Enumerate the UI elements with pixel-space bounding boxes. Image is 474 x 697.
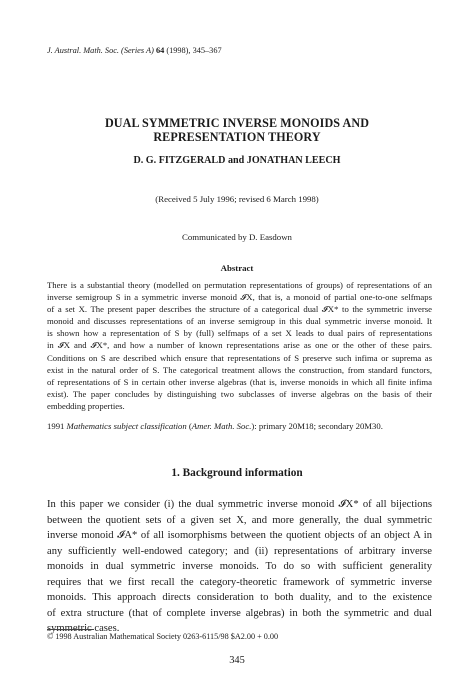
body-line: any sufficiently well-endowed category; and (ii) representations of arbitrary inverse: [47, 545, 432, 557]
running-header: [47, 46, 222, 56]
abstract-line: There is a substantial theory (modelled on permutation representations of groups) of representations of an: [47, 280, 432, 290]
abstract-line: exist in the natural order of S. The categorical treatment allows the construction, from standard functors,: [47, 364, 432, 375]
authors: D. G. FITZGERALD and JONATHAN LEECH: [133, 155, 341, 166]
section-body: [47, 497, 432, 637]
abstract-line: is shown how a representation of S by (full) selfmaps of a set X leads to dual pairs of representations: [47, 328, 432, 339]
copyright-notice: © 1998 Australian Mathematical Society 0263-6115/98 $A2.00 + 0.00: [47, 632, 279, 641]
abstract-line: in 𝓘X and 𝓘X*, and how a number of known representations arise as one or the other of these pairs.: [47, 340, 432, 351]
journal-name: J. Austral. Math. Soc. (Series A): [47, 46, 154, 55]
abstract-line: inverse semigroup S in a symmetric inverse monoid 𝓘X, that is, a monoid of partial one-to-one selfmaps: [47, 292, 432, 303]
body-line: In this paper we consider (i) the dual symmetric inverse monoid 𝓘X* of all bijections: [47, 499, 432, 510]
paper-title: [0, 116, 474, 144]
body-line: inverse monoid 𝓘A* of all isomorphisms between the quotient objects of an object A in: [47, 530, 432, 541]
msc-label: Mathematics subject classification: [66, 421, 187, 431]
journal-year-pages: (1998), 345–367: [166, 46, 222, 55]
msc-codes: primary 20M18; secondary 20M30.: [258, 421, 383, 431]
abstract-body: [47, 279, 432, 412]
section-heading: 1. Background information: [171, 467, 303, 479]
msc-year: 1991: [47, 421, 65, 431]
body-line: of extra structure (that of complete inverse algebras) in both the symmetric and dual: [47, 607, 432, 619]
abstract-line: of representations of S in certain other inverse algebras (that is, inverse monoids in which all finite infima: [47, 376, 432, 387]
abstract-line: monoid and discusses representations of an inverse semigroup in this dual symmetric inverse monoid. It: [47, 316, 432, 327]
communicated-by: Communicated by D. Easdown: [182, 232, 292, 242]
abstract-line: exist). The paper concludes by distinguishing two subclasses of inverse algebras on the basis of their: [47, 388, 432, 399]
body-line: between the quotient sets of a given set X, and more generally, the dual symmetric: [47, 514, 432, 526]
body-line: requires that we first recall the category-theoretic framework of symmetric inverse: [47, 576, 432, 588]
paper-title-line-1: DUAL SYMMETRIC INVERSE MONOIDS AND: [104, 116, 370, 130]
received-dates: (Received 5 July 1996; revised 6 March 1998): [155, 194, 319, 204]
msc-source: Amer. Math. Soc.: [191, 421, 252, 431]
body-line: monoids. This approach directs consideration to both duality, and to the existence: [47, 592, 432, 603]
body-line: monoids in dual symmetric inverse monoids. To do so with sufficient generality: [47, 561, 432, 572]
abstract-line: of a set X. The present paper describes the structure of a categorical dual 𝓘X* to the symmetric inverse: [47, 304, 432, 315]
subject-classification: 1991 Mathematics subject classification (Amer. Math. Soc.): primary 20M18; secondary 20M30.: [47, 421, 383, 431]
footnote-rule: [47, 629, 94, 630]
page-number: 345: [229, 655, 245, 666]
abstract-line: Conditions on S are described which ensure that representations of S preserve such infima or suprema as: [47, 352, 432, 363]
body-line: symmetric cases.: [47, 623, 120, 634]
journal-volume: 64: [155, 46, 165, 55]
paper-title-line-2: REPRESENTATION THEORY: [153, 130, 321, 144]
abstract-heading: Abstract: [220, 263, 254, 273]
abstract-line: embedding properties.: [47, 400, 125, 411]
